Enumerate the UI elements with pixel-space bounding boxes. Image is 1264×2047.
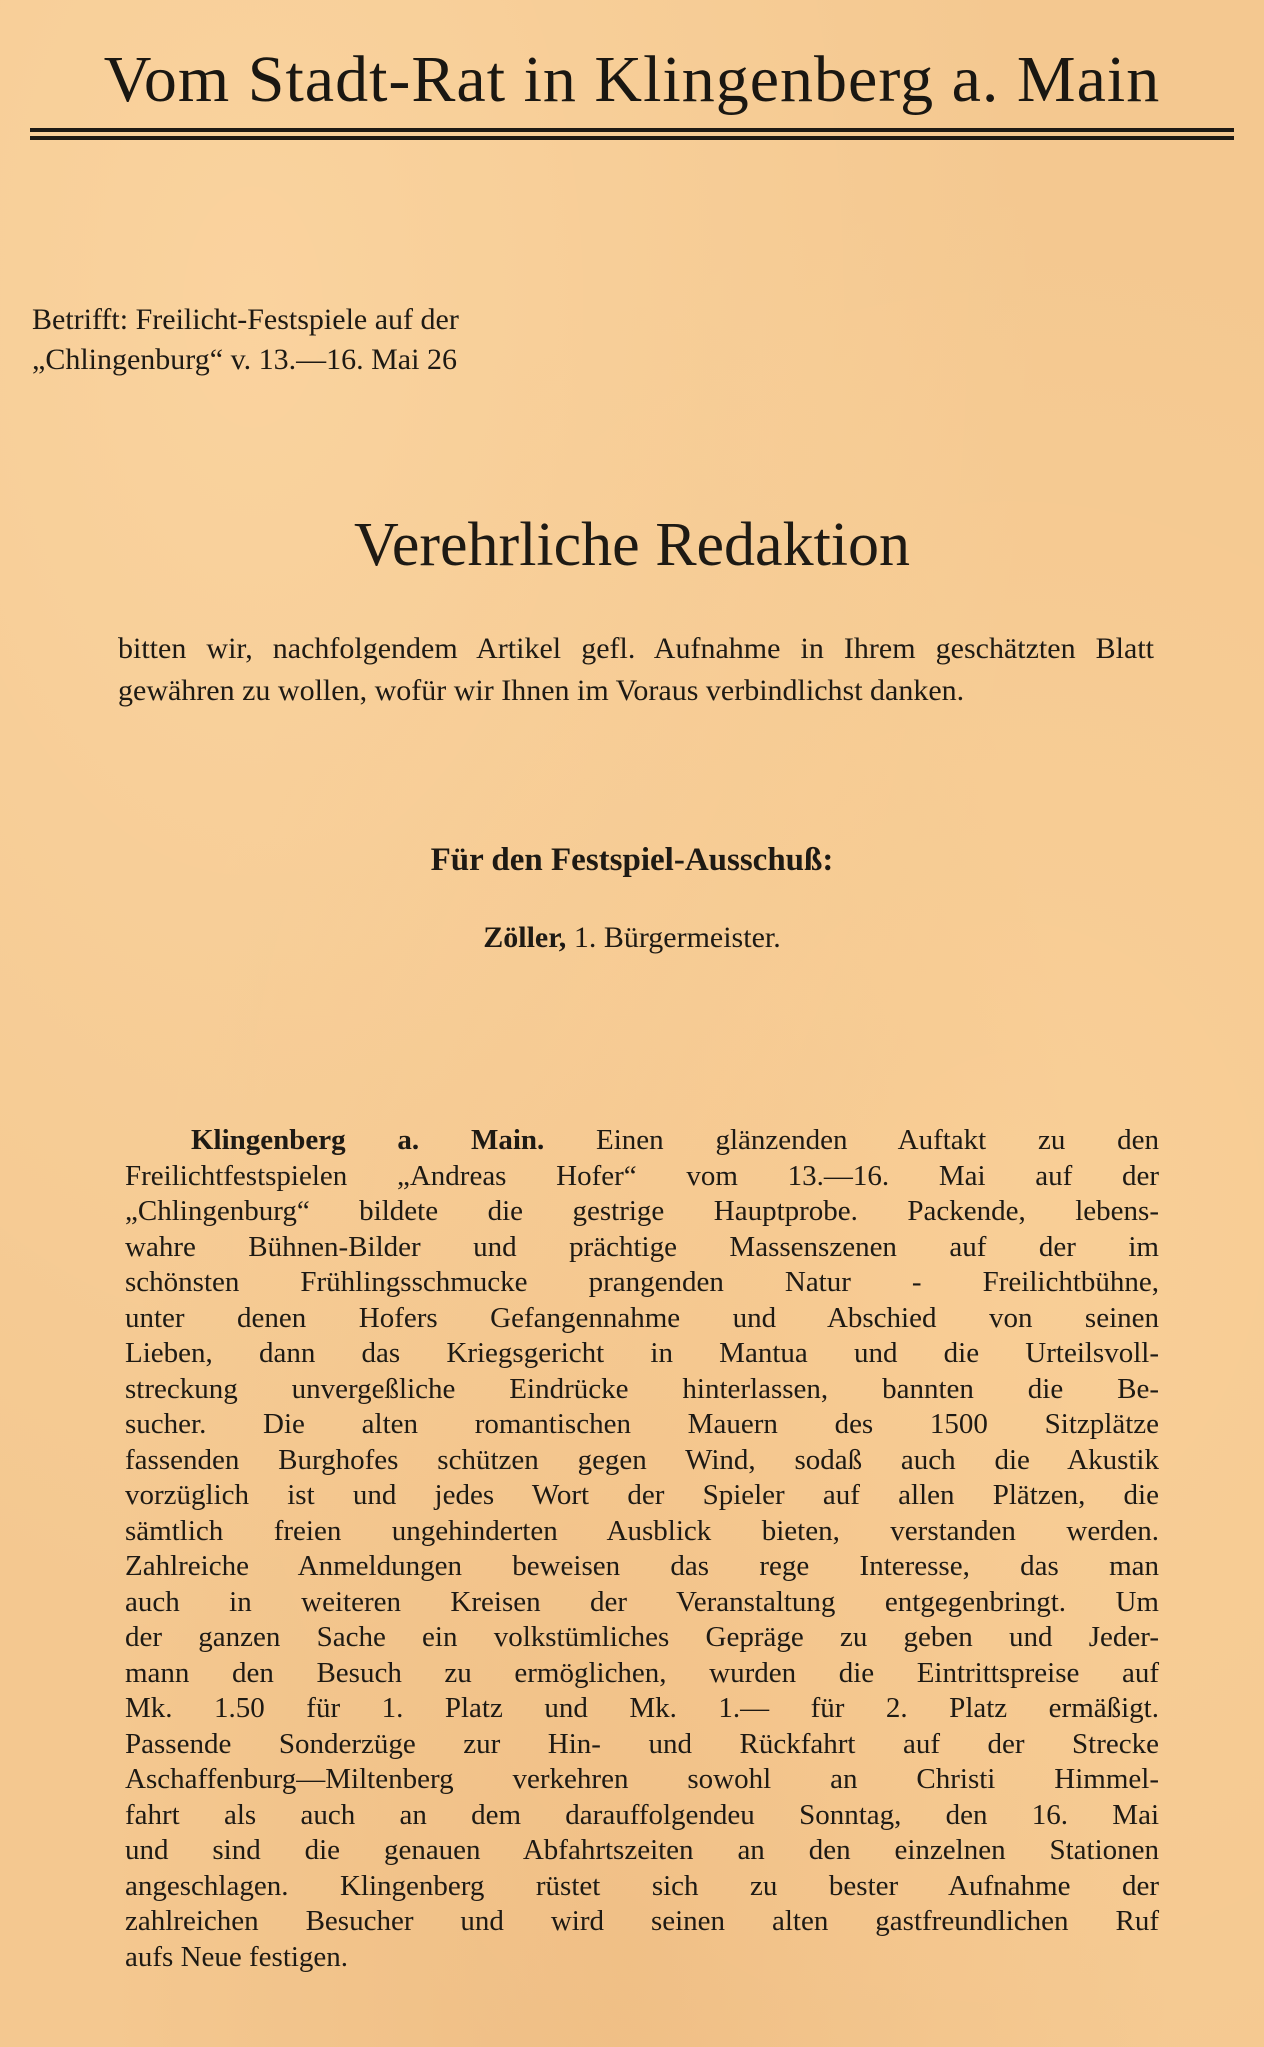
subject-line-1: Betrifft: Freilicht-Festspiele auf der: [32, 303, 459, 336]
signer-title: 1. Bürgermeister.: [573, 921, 781, 954]
article-line: „Chlingenburg“ bildete die gestrige Hauptprobe. Packende, lebens-: [125, 1195, 1159, 1227]
article-line: der ganzen Sache ein volkstümliches Gepräge zu geben und Jeder-: [125, 1621, 1159, 1653]
article-line: Aschaffenburg—Miltenberg verkehren sowohl an Christi Himmel-: [125, 1763, 1159, 1795]
article-line: Zahlreiche Anmeldungen beweisen das rege Interesse, das man: [125, 1550, 1159, 1582]
article-line: sucher. Die alten romantischen Mauern des 1500 Sitzplätze: [125, 1408, 1159, 1440]
article-line: Klingenberg a. Main. Einen glänzenden Auftakt zu den: [191, 1124, 1160, 1156]
letterhead-rule-bottom: [30, 136, 1234, 140]
article-line: streckung unvergeßliche Eindrücke hinterlassen, bannten die Be-: [125, 1372, 1159, 1405]
article-line: aufs Neue festigen.: [125, 1940, 349, 1973]
intro-paragraph: bitten wir, nachfolgendem Artikel gefl. Aufnahme in Ihrem geschätzten Blatt gewähren zu wollen, wofür wir Ihnen im Voraus verbindlichst danken.: [118, 632, 1154, 707]
article-line: angeschlagen. Klingenberg rüstet sich zu bester Aufnahme der: [125, 1869, 1159, 1902]
article-line: fassenden Burghofes schützen gegen Wind, sodaß auch die Akustik: [125, 1443, 1159, 1476]
subject-block: [32, 300, 459, 380]
signature-line: [0, 918, 1264, 958]
article-line: Passende Sonderzüge zur Hin- und Rückfahrt auf der Strecke: [125, 1727, 1159, 1760]
article-line: vorzüglich ist und jedes Wort der Spieler auf allen Plätzen, die: [125, 1479, 1159, 1511]
article-line: Mk. 1.50 für 1. Platz und Mk. 1.— für 2. Platz ermäßigt.: [125, 1692, 1159, 1724]
article-line: wahre Bühnen-Bilder und prächtige Massenszenen auf der im: [125, 1230, 1159, 1263]
article-line: und sind die genauen Abfahrtszeiten an den einzelnen Stationen: [125, 1834, 1159, 1866]
article-line: unter denen Hofers Gefangennahme und Abschied von seinen: [125, 1301, 1159, 1334]
article-body: [125, 1123, 1159, 1975]
article-dateline: Klingenberg a. Main.: [191, 1124, 545, 1156]
committee-heading: Für den Festspiel-Ausschuß:: [430, 842, 834, 878]
article-line: Freilichtfestspielen „Andreas Hofer“ vom 13.—16. Mai auf der: [125, 1159, 1159, 1192]
article-line: Lieben, dann das Kriegsgericht in Mantua und die Urteilsvoll-: [125, 1337, 1159, 1369]
signer-name: Zöller,: [483, 921, 567, 954]
article-line: auch in weiteren Kreisen der Veranstaltung entgegenbringt. Um: [125, 1585, 1159, 1618]
letterhead: [30, 40, 1234, 140]
article-line: schönsten Frühlingsschmucke prangenden Natur - Freilichtbühne,: [125, 1266, 1159, 1298]
salutation-heading: Verehrliche Redaktion: [353, 511, 911, 579]
letterhead-title: Vom Stadt-Rat in Klingenberg a. Main: [103, 43, 1161, 116]
article-line: zahlreichen Besucher und wird seinen alten gastfreundlichen Ruf: [125, 1905, 1159, 1937]
subject-line-2: „Chlingenburg“ v. 13.—16. Mai 26: [32, 343, 457, 376]
article-line: sämtlich freien ungehinderten Ausblick bieten, verstanden werden.: [125, 1514, 1159, 1547]
article-line: fahrt als auch an dem darauffolgendeu Sonntag, den 16. Mai: [125, 1798, 1159, 1831]
letterhead-rule-top: [30, 128, 1234, 132]
article-line: mann den Besuch zu ermöglichen, wurden die Eintrittspreise auf: [125, 1656, 1159, 1689]
